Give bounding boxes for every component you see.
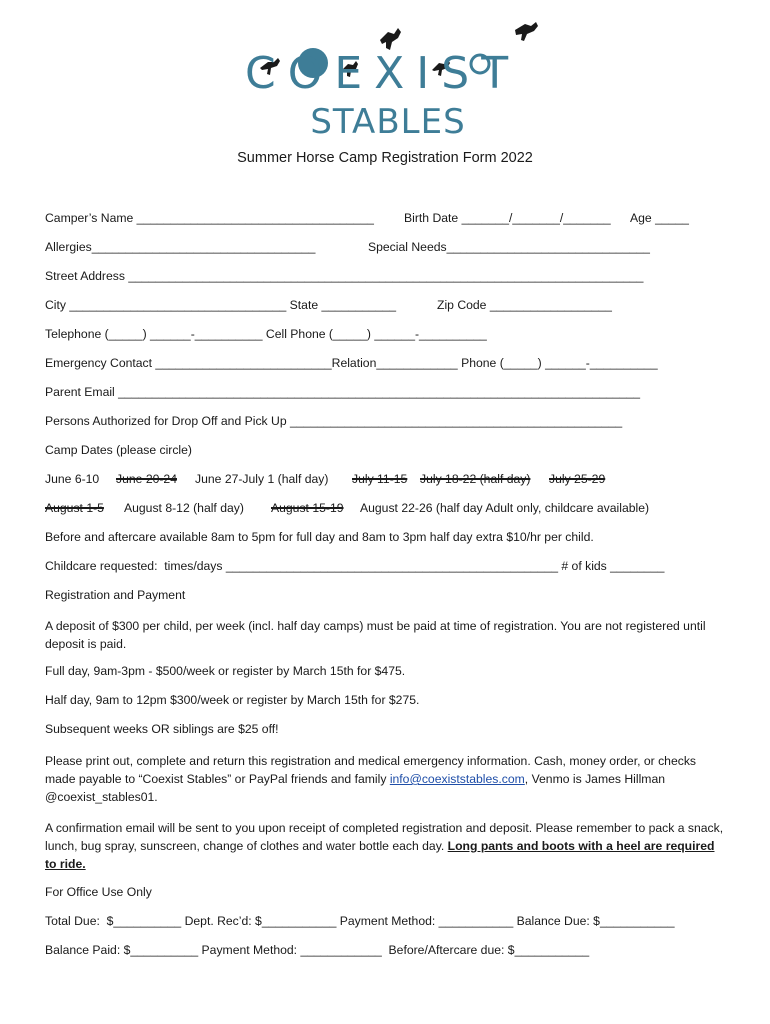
discount-text: Subsequent weeks OR siblings are $25 off!	[45, 722, 279, 736]
camp-date-option-crossed: July 25-29	[549, 472, 606, 486]
riding-requirement: Long pants and boots with a heel are required to ride.	[45, 839, 715, 871]
zip-code-field[interactable]: Zip Code __________________	[437, 298, 612, 312]
birth-date-field[interactable]: Birth Date _______/_______/_______	[404, 211, 611, 225]
registration-payment-heading: Registration and Payment	[45, 588, 186, 602]
office-use-heading: For Office Use Only	[45, 885, 152, 899]
age-field[interactable]: Age _____	[630, 211, 689, 225]
form-title: Summer Horse Camp Registration Form 2022	[237, 150, 533, 166]
confirmation-text	[45, 819, 725, 873]
city-state-field[interactable]: City ________________________________ State ___________	[45, 298, 397, 312]
before-aftercare-text: Before and aftercare available 8am to 5pm for full day and 8am to 3pm half day extra $10/hr per child.	[45, 530, 594, 544]
logo-sub-text: STABLES	[310, 102, 466, 142]
logo-brand-text: COEXIST	[245, 48, 521, 99]
half-day-price: Half day, 9am to 12pm $300/week or register by March 15th for $275.	[45, 693, 420, 707]
contact-email-link[interactable]: info@coexiststables.com	[389, 772, 525, 786]
office-row-2[interactable]: Balance Paid: $__________ Payment Method: ____________ Before/Aftercare due: $___________	[45, 943, 590, 957]
camp-date-option-crossed: June 20-24	[116, 472, 177, 486]
payment-instructions	[45, 752, 725, 806]
camp-date-option[interactable]: June 6-10	[45, 472, 100, 486]
coexist-stables-logo	[240, 20, 540, 142]
camp-date-option-crossed: August 15-19	[271, 501, 344, 515]
camper-name-field[interactable]: Camper’s Name ___________________________________	[45, 211, 374, 225]
camp-date-option-crossed: August 1-5	[45, 501, 104, 515]
authorized-persons-field[interactable]: Persons Authorized for Drop Off and Pick Up _________________________________________________	[45, 414, 623, 428]
full-day-price: Full day, 9am-3pm - $500/week or register by March 15th for $475.	[45, 664, 406, 678]
camp-date-option[interactable]: August 8-12 (half day)	[124, 501, 244, 515]
payment-instructions-text: Please print out, complete and return this registration and medical emergency information. Cash, money order, or checks made payable to “Coexist Stables” or PayPal friends and family	[45, 754, 697, 786]
street-address-field[interactable]: Street Address ____________________________________________________________________________	[45, 269, 644, 283]
camp-date-option[interactable]: August 22-26 (half day Adult only, childcare available)	[360, 501, 650, 515]
camp-dates-heading: Camp Dates (please circle)	[45, 443, 192, 457]
allergies-field[interactable]: Allergies_________________________________	[45, 240, 316, 254]
deposit-text: A deposit of $300 per child, per week (incl. half day camps) must be paid at time of registration. You are not registered until deposit is paid.	[45, 619, 706, 651]
childcare-field[interactable]: Childcare requested: times/days _________________________________________________ # of kids ________	[45, 559, 665, 573]
telephone-field[interactable]: Telephone (_____) ______-__________ Cell Phone (_____) ______-__________	[45, 327, 487, 341]
camp-date-option-crossed: July 11-15	[352, 472, 408, 486]
special-needs-field[interactable]: Special Needs______________________________	[368, 240, 650, 254]
parent-email-field[interactable]: Parent Email _____________________________________________________________________________	[45, 385, 641, 399]
camp-date-option[interactable]: June 27-July 1 (half day)	[195, 472, 329, 486]
office-row-1[interactable]: Total Due: $__________ Dept. Rec’d: $___________ Payment Method: ___________ Balance Due: $___________	[45, 914, 675, 928]
confirmation-body: A confirmation email will be sent to you upon receipt of completed registration and deposit. Please remember to pack a snack, lunch, bug spray, sunscreen, change of clothes and water bottle each day.	[45, 821, 724, 853]
emergency-contact-field[interactable]: Emergency Contact __________________________Relation____________ Phone (_____) ______-__________	[45, 356, 658, 370]
venmo-text: , Venmo is James Hillman @coexist_stables01.	[45, 772, 666, 804]
camp-date-option-crossed: July 18-22 (half day)	[420, 472, 531, 486]
